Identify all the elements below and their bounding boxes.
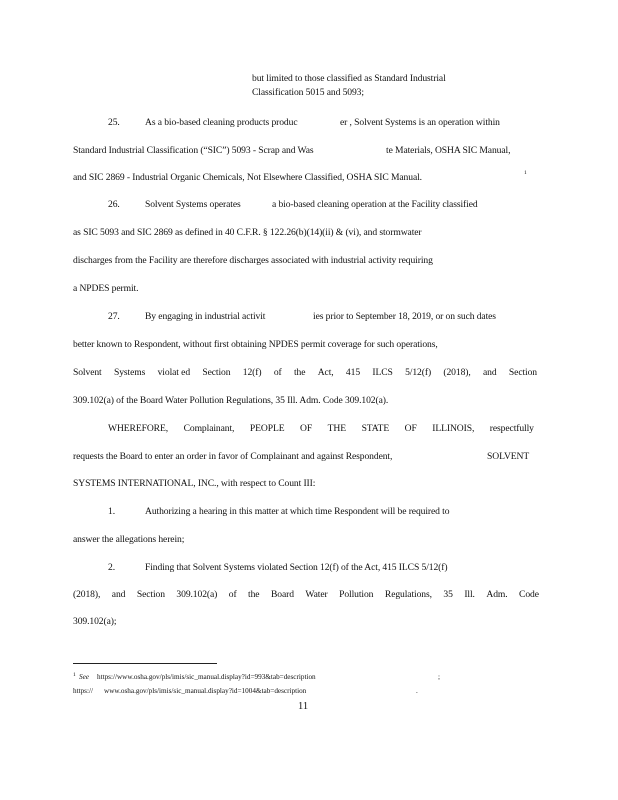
word: of — [228, 589, 237, 600]
word: Water — [305, 589, 328, 600]
item-2-number: 2. — [108, 562, 115, 573]
footnote-see: See — [79, 673, 89, 681]
paragraph-26-line-1a: Solvent Systems operates — [145, 199, 241, 210]
word: Act, — [317, 367, 334, 378]
word: of — [273, 367, 282, 378]
paragraph-26-line-3: discharges from the Facility are therefore discharges associated with industrial activity requiring — [73, 255, 433, 266]
paragraph-27-line-1a: By engaging in industrial activit — [145, 311, 266, 322]
footnote-reference: 1 — [524, 170, 527, 176]
word: Ill. — [464, 589, 475, 600]
footnote-marker: 1 — [73, 672, 76, 678]
footnote-separator — [73, 663, 217, 664]
paragraph-25-line-1a: As a bio-based cleaning products produc — [145, 117, 298, 128]
word: violat ed — [157, 367, 191, 378]
word: respectfully — [489, 423, 534, 434]
paragraph-26-line-2: as SIC 5093 and SIC 2869 as defined in 40 C.F.R. § 122.26(b)(14)(ii) & (vi), and stormwater — [73, 227, 422, 238]
wherefore-line-1 — [108, 423, 534, 435]
paragraph-25-line-2a: Standard Industrial Classification (“SIC”) 5093 - Scrap and Was — [73, 145, 314, 156]
word: Section — [136, 589, 165, 600]
paragraph-27-number: 27. — [108, 311, 120, 322]
word: Section — [508, 367, 537, 378]
paragraph-25-line-3: and SIC 2869 - Industrial Organic Chemicals, Not Elsewhere Classified, OSHA SIC Manual. — [73, 172, 422, 183]
word: Solvent — [73, 367, 102, 378]
word: 35 — [443, 589, 453, 600]
paragraph-26-line-4: a NPDES permit. — [73, 283, 139, 294]
footnote-url-1[interactable]: https://www.osha.gov/pls/imis/sic_manual.display?id=993&tab=description — [97, 673, 316, 681]
paragraph-25-line-1b: er , Solvent Systems is an operation within — [340, 117, 500, 128]
intro-line-2: Classification 5015 and 5093; — [252, 87, 364, 98]
item-2-line-1: Finding that Solvent Systems violated Section 12(f) of the Act, 415 ILCS 5/12(f) — [145, 562, 448, 573]
word: Board — [270, 589, 294, 600]
word: Regulations, — [384, 589, 432, 600]
item-2-line-2 — [73, 589, 539, 601]
wherefore-line-3: SYSTEMS INTERNATIONAL, INC., with respect to Count III: — [73, 478, 316, 489]
footnote-url-2[interactable]: www.osha.gov/pls/imis/sic_manual.display?id=1004&tab=description — [104, 687, 307, 695]
paragraph-27-line-4: 309.102(a) of the Board Water Pollution Regulations, 35 Ill. Adm. Code 309.102(a). — [73, 395, 389, 406]
footnote-separator-2: . — [416, 687, 418, 695]
wherefore-line-2a: requests the Board to enter an order in favor of Complainant and against Respondent, — [73, 451, 393, 462]
word: and — [483, 367, 497, 378]
paragraph-27-line-1b: ies prior to September 18, 2019, or on such dates — [313, 311, 496, 322]
paragraph-27-line-3 — [73, 367, 537, 379]
word: Pollution — [339, 589, 374, 600]
word: the — [248, 589, 260, 600]
word: (2018), — [443, 367, 471, 378]
paragraph-26-number: 26. — [108, 199, 120, 210]
paragraph-25-line-2b: te Materials, OSHA SIC Manual, — [386, 145, 511, 156]
word: Section — [202, 367, 231, 378]
paragraph-27-line-2: better known to Respondent, without first obtaining NPDES permit coverage for such operations, — [73, 339, 438, 350]
paragraph-26-line-1b: a bio-based cleaning operation at the Facility classified — [272, 199, 478, 210]
word: ILLINOIS, — [432, 423, 475, 434]
item-1-line-1: Authorizing a hearing in this matter at which time Respondent will be required to — [145, 506, 450, 517]
footnote-separator-1: ; — [438, 673, 440, 681]
word: 12(f) — [242, 367, 262, 378]
footnote-url-2-prefix[interactable]: https:// — [73, 687, 93, 695]
item-1-number: 1. — [108, 506, 115, 517]
word: (2018), — [73, 589, 101, 600]
paragraph-25-number: 25. — [108, 117, 120, 128]
page-number: 11 — [298, 701, 309, 712]
word: and — [111, 589, 126, 600]
word: OF — [300, 423, 313, 434]
word: THE — [327, 423, 347, 434]
word: Adm. — [486, 589, 508, 600]
word: 309.102(a) — [176, 589, 218, 600]
word: ILCS — [372, 367, 393, 378]
word: Complainant, — [183, 423, 235, 434]
wherefore-line-2b: SOLVENT — [487, 451, 530, 462]
word: STATE — [361, 423, 390, 434]
word: Systems — [113, 367, 146, 378]
word: PEOPLE — [249, 423, 285, 434]
word: Code — [519, 589, 539, 600]
word: 415 — [345, 367, 361, 378]
word: WHEREFORE, — [108, 423, 169, 434]
item-1-line-2: answer the allegations herein; — [73, 534, 185, 545]
word: the — [293, 367, 306, 378]
word: 5/12(f) — [405, 367, 432, 378]
item-2-line-3: 309.102(a); — [73, 616, 117, 627]
intro-line-1: but limited to those classified as Standard Industrial — [252, 73, 446, 84]
word: OF — [404, 423, 417, 434]
